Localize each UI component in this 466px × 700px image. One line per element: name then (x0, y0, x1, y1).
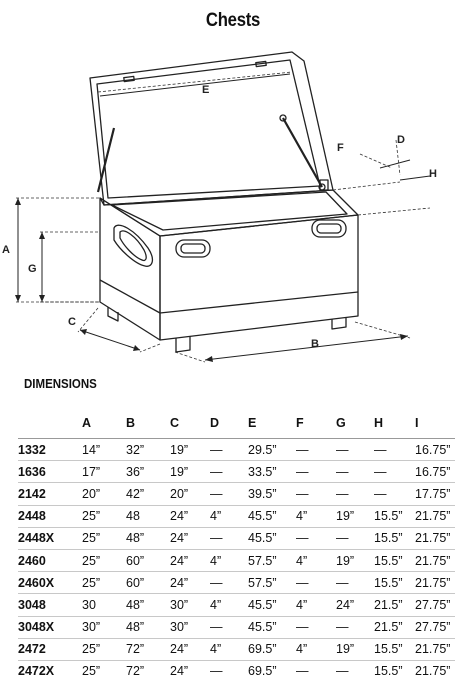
table-row (18, 594, 455, 616)
dimension-value: 45.5” (248, 527, 296, 549)
model-number: 2460 (18, 549, 82, 571)
dimension-value: 4” (210, 594, 248, 616)
table-header-row (18, 408, 455, 439)
dimension-value: 48” (126, 527, 170, 549)
dimension-value: — (210, 616, 248, 638)
dimension-value: 15.5” (374, 638, 415, 660)
table-row (18, 461, 455, 483)
dimension-value: 4” (210, 638, 248, 660)
chest-lid (90, 52, 333, 205)
dimension-value: 4” (296, 505, 336, 527)
dimension-value: 15.5” (374, 664, 403, 679)
dimension-value: 24” (170, 664, 189, 679)
model-number: 2142 (18, 483, 82, 505)
dimension-value: 20” (82, 483, 126, 505)
dimension-value: — (210, 439, 248, 461)
dimension-value: 24” (170, 549, 210, 571)
table-row (18, 616, 455, 638)
table-row (18, 483, 455, 505)
dimension-value: 20” (170, 483, 210, 505)
column-header: I (415, 408, 455, 439)
dimension-value: 57.5” (248, 549, 296, 571)
dimension-value: 48 (126, 505, 170, 527)
dimension-value: 57.5” (248, 572, 296, 594)
dimension-value: — (296, 527, 336, 549)
dimension-value: 25” (82, 664, 101, 679)
dimension-value: 60” (126, 549, 170, 571)
dimension-value: — (336, 461, 374, 483)
model-number: 2460X (18, 572, 82, 594)
dim-label-C: C (68, 316, 76, 328)
table-row (18, 549, 455, 571)
dimension-value: 36” (126, 461, 170, 483)
dim-label-E: E (202, 84, 210, 96)
dimension-value: 15.5” (374, 505, 415, 527)
dimension-value: 16.75” (415, 461, 455, 483)
dimension-value: 69.5” (248, 638, 296, 660)
dimension-value: 42” (126, 483, 170, 505)
dimension-value: 27.75” (415, 616, 455, 638)
dimension-value: 30 (82, 594, 126, 616)
dimension-value: 45.5” (248, 505, 296, 527)
dimension-value: 24” (336, 594, 374, 616)
dimension-value: 60” (126, 572, 170, 594)
chest-front (160, 215, 358, 340)
dimension-value: 16.75” (415, 439, 455, 461)
table-row (18, 638, 455, 660)
model-number: 2472X (18, 664, 55, 679)
dimension-value: 4” (296, 549, 336, 571)
dimension-value: 21.75” (415, 505, 455, 527)
column-header: G (336, 408, 374, 439)
dimension-value: 48” (126, 594, 170, 616)
dimension-value: — (374, 483, 415, 505)
dimension-value: 25” (82, 505, 126, 527)
model-number: 2448 (18, 505, 82, 527)
dimension-value: 21.75” (415, 572, 455, 594)
dimension-value: 24” (170, 638, 210, 660)
chest-foot-back (108, 307, 118, 321)
chest-diagram (0, 40, 466, 370)
dimension-value: 19” (336, 549, 374, 571)
dimension-value: 15.5” (374, 572, 415, 594)
dimension-value: 21.75” (415, 527, 455, 549)
dimension-value: — (210, 664, 223, 679)
dimension-value: — (296, 439, 336, 461)
dimension-value: — (336, 572, 374, 594)
dimension-value: 21.5” (374, 594, 415, 616)
dimension-value: 21.75” (415, 638, 455, 660)
dimension-value: 72” (126, 638, 170, 660)
chest-opening (112, 192, 347, 230)
dimension-value: 30” (82, 616, 126, 638)
dimension-value: — (296, 483, 336, 505)
table-row (18, 439, 455, 461)
model-number: 3048X (18, 616, 82, 638)
dimension-value: — (296, 572, 336, 594)
dimension-value: 4” (210, 505, 248, 527)
dimension-value: 39.5” (248, 483, 296, 505)
column-header (18, 408, 82, 439)
table-row (18, 572, 455, 594)
dimension-value: — (336, 527, 374, 549)
dimension-value: 25” (82, 527, 126, 549)
dimension-value: — (296, 616, 336, 638)
table-row (18, 505, 455, 527)
column-header: E (248, 408, 296, 439)
dim-label-F: F (337, 142, 344, 154)
dim-label-B: B (311, 338, 319, 350)
dimension-value: 72” (126, 664, 145, 679)
dim-label-A: A (2, 244, 10, 256)
table-row (18, 527, 455, 549)
dimension-value: 21.75” (415, 549, 455, 571)
chest-base-band (100, 280, 358, 313)
column-header: F (296, 408, 336, 439)
model-number: 1332 (18, 439, 82, 461)
dimensions-table (18, 408, 455, 682)
chest-side (100, 198, 160, 340)
dimension-value: 25” (82, 638, 126, 660)
dimension-value: 27.75” (415, 594, 455, 616)
dimension-value: 48” (126, 616, 170, 638)
dim-label-H: H (429, 168, 437, 180)
model-number: 1636 (18, 461, 82, 483)
dimension-value: 24” (170, 505, 210, 527)
dimension-value: 45.5” (248, 616, 296, 638)
column-header: H (374, 408, 415, 439)
dimension-value: 19” (336, 638, 374, 660)
model-number: 3048 (18, 594, 82, 616)
table-row (18, 660, 455, 682)
dimension-value: 30” (170, 594, 210, 616)
dimension-value: — (210, 572, 248, 594)
column-header: A (82, 408, 126, 439)
dimension-value: 14” (82, 439, 126, 461)
dim-label-G: G (28, 263, 37, 275)
dimension-value: — (374, 439, 415, 461)
dimension-value: 25” (82, 549, 126, 571)
dimension-value: 4” (296, 594, 336, 616)
dimension-value: 29.5” (248, 439, 296, 461)
dimension-value: 19” (336, 505, 374, 527)
dimensions-heading: DIMENSIONS (24, 377, 97, 391)
dimension-value: 17” (82, 461, 126, 483)
column-header: D (210, 408, 248, 439)
dimension-value: 69.5” (248, 664, 277, 679)
dimension-value: — (296, 664, 309, 679)
dimension-value: 45.5” (248, 594, 296, 616)
dim-label-D: D (397, 134, 405, 146)
dimension-value: 25” (82, 572, 126, 594)
model-number: 2448X (18, 527, 82, 549)
dimension-value: — (336, 483, 374, 505)
dimension-value: 21.5” (374, 616, 415, 638)
dimension-value: 4” (296, 638, 336, 660)
dimension-value: — (210, 461, 248, 483)
dimension-value: 19” (170, 461, 210, 483)
model-number: 2472 (18, 638, 82, 660)
dimension-value: — (336, 616, 374, 638)
dimension-value: — (210, 527, 248, 549)
dimension-value: 24” (170, 572, 210, 594)
dimension-value: 21.75” (415, 664, 451, 679)
column-header: B (126, 408, 170, 439)
dimension-value: 17.75” (415, 483, 455, 505)
dimension-value: 24” (170, 527, 210, 549)
dimension-value: 15.5” (374, 549, 415, 571)
page-title: Chests (205, 10, 261, 31)
dimension-value: 19” (170, 439, 210, 461)
dimension-value: — (296, 461, 336, 483)
dimension-value: — (374, 461, 415, 483)
column-header: C (170, 408, 210, 439)
dimension-value: — (210, 483, 248, 505)
dimension-value: — (336, 664, 349, 679)
dimension-value: 15.5” (374, 527, 415, 549)
dimension-value: 33.5” (248, 461, 296, 483)
dimension-value: 4” (210, 549, 248, 571)
gas-strut-right (283, 118, 322, 187)
dimension-value: — (336, 439, 374, 461)
dimension-value: 32” (126, 439, 170, 461)
dimension-value: 30” (170, 616, 210, 638)
